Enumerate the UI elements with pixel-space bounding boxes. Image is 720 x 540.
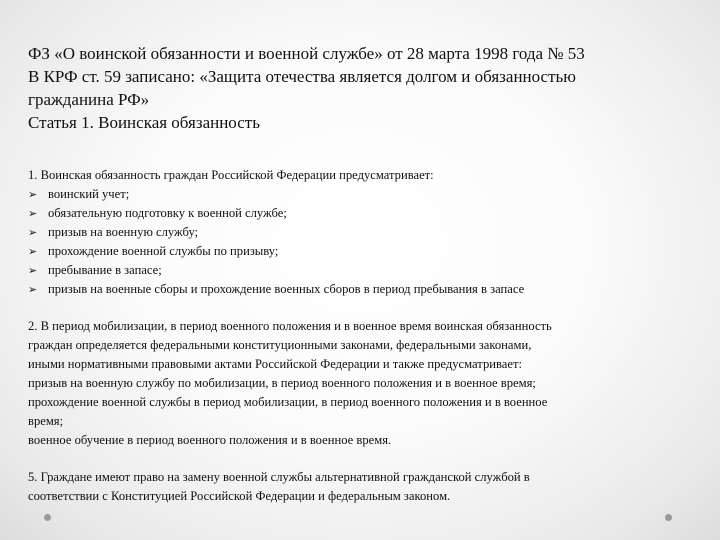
list-item-text: воинский учет; bbox=[48, 187, 130, 201]
section2-line: граждан определяется федеральными конституционными законами, федеральными законами, bbox=[28, 338, 532, 352]
arrow-bullet-icon: ➢ bbox=[28, 188, 38, 201]
section2-paragraph bbox=[28, 317, 708, 450]
section2-line: призыв на военную службу по мобилизации, в период военного положения и в военное время; bbox=[28, 376, 536, 390]
list-item bbox=[28, 204, 708, 223]
arrow-bullet-icon: ➢ bbox=[28, 264, 38, 277]
section2-line: время; bbox=[28, 414, 64, 428]
arrow-bullet-icon: ➢ bbox=[28, 283, 38, 296]
arrow-bullet-icon: ➢ bbox=[28, 226, 38, 239]
section2-line: военное обучение в период военного положения и в военное время. bbox=[28, 433, 392, 447]
decorative-dot-icon bbox=[665, 514, 672, 521]
heading-line-4: Статья 1. Воинская обязанность bbox=[28, 113, 260, 132]
list-item-text: призыв на военные сборы и прохождение военных сборов в период пребывания в запасе bbox=[48, 282, 525, 296]
slide-heading bbox=[28, 42, 708, 134]
list-item-text: прохождение военной службы по призыву; bbox=[48, 244, 279, 258]
list-item bbox=[28, 185, 708, 204]
section5-line: соответствии с Конституцией Российской Федерации и федеральным законом. bbox=[28, 489, 451, 503]
list-item bbox=[28, 280, 708, 299]
list-item-text: призыв на военную службу; bbox=[48, 225, 199, 239]
arrow-bullet-icon: ➢ bbox=[28, 207, 38, 220]
heading-line-1: ФЗ «О воинской обязанности и военной службе» от 28 марта 1998 года № 53 bbox=[28, 44, 585, 63]
section1-intro: 1. Воинская обязанность граждан Российской Федерации предусматривает: bbox=[28, 168, 434, 182]
list-item bbox=[28, 242, 708, 261]
decorative-dot-icon bbox=[44, 514, 51, 521]
section2-line: 2. В период мобилизации, в период военного положения и в военное время воинская обязанность bbox=[28, 319, 552, 333]
list-item bbox=[28, 261, 708, 280]
slide-body bbox=[28, 166, 708, 506]
heading-line-2: В КРФ ст. 59 записано: «Защита отечества является долгом и обязанностью bbox=[28, 67, 576, 86]
list-item-text: пребывание в запасе; bbox=[48, 263, 162, 277]
section5-paragraph bbox=[28, 468, 708, 506]
arrow-bullet-icon: ➢ bbox=[28, 245, 38, 258]
heading-line-3: гражданина РФ» bbox=[28, 90, 150, 109]
list-item-text: обязательную подготовку к военной службе; bbox=[48, 206, 287, 220]
list-item bbox=[28, 223, 708, 242]
section2-line: прохождение военной службы в период мобилизации, в период военного положения и в военное bbox=[28, 395, 548, 409]
section1-list bbox=[28, 185, 708, 299]
section2-line: иными нормативными правовыми актами Российской Федерации и также предусматривает: bbox=[28, 357, 522, 371]
section5-line: 5. Граждане имеют право на замену военной службы альтернативной гражданской службой в bbox=[28, 470, 530, 484]
